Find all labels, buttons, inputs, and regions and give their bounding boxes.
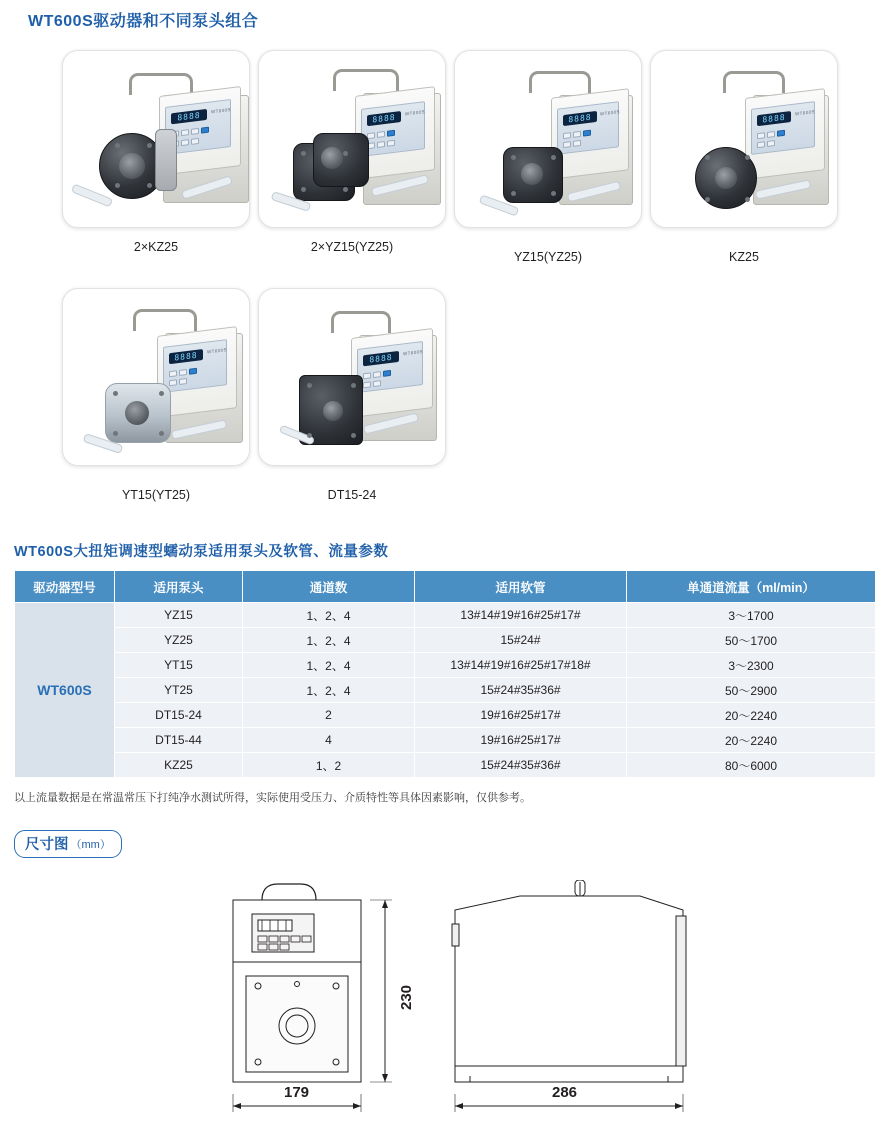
panel-button[interactable]	[767, 140, 775, 147]
th-channels: 通道数	[243, 571, 415, 603]
screw	[307, 383, 312, 388]
panel-button[interactable]	[563, 141, 571, 148]
panel-button[interactable]	[767, 131, 775, 138]
panel-button[interactable]	[363, 381, 371, 388]
cell-tubing: 15#24#	[415, 628, 627, 653]
pump-illustration	[259, 51, 446, 228]
led-display: 8888	[367, 111, 401, 126]
button-row[interactable]	[363, 380, 381, 388]
dimension-svg	[0, 880, 890, 1130]
led-display: 8888	[169, 349, 203, 364]
card-caption: 2×KZ25	[133, 240, 179, 254]
cell-tubing: 15#24#35#36#	[415, 753, 627, 778]
panel-button[interactable]	[179, 369, 187, 376]
pump-head-cap	[715, 167, 737, 189]
panel-button[interactable]	[377, 141, 385, 148]
handle-icon	[331, 311, 391, 333]
product-card-row-1	[62, 50, 838, 264]
screw	[301, 151, 306, 156]
control-panel	[357, 341, 423, 393]
screw	[307, 433, 312, 438]
product-card	[258, 50, 446, 264]
cell-flow: 50～1700	[627, 628, 876, 653]
cell-channels: 1、2、4	[243, 678, 415, 703]
screw	[343, 187, 348, 192]
brand-label: WT600S	[795, 109, 815, 117]
panel-button[interactable]	[169, 379, 177, 386]
cell-model: WT600S	[15, 603, 115, 778]
pump-illustration	[259, 289, 446, 466]
brand-label: WT600S	[600, 109, 620, 117]
cell-tubing: 13#14#19#16#25#17#	[415, 603, 627, 628]
pump-illustration	[63, 51, 250, 228]
screw	[511, 155, 516, 160]
cell-tubing: 13#14#19#16#25#17#18#	[415, 653, 627, 678]
product-card	[454, 50, 642, 264]
pump-head-plate	[155, 129, 177, 191]
cell-pump-head: YT15	[115, 653, 243, 678]
button-row[interactable]	[757, 130, 785, 139]
control-panel	[557, 101, 619, 155]
panel-button-active[interactable]	[201, 127, 209, 134]
cell-tubing: 19#16#25#17#	[415, 728, 627, 753]
table-row	[15, 703, 876, 728]
pump-head-cap	[125, 401, 149, 425]
screw	[343, 151, 348, 156]
dimension-unit: （mm）	[70, 838, 111, 851]
product-image-yt15	[62, 288, 250, 466]
cell-pump-head: YZ25	[115, 628, 243, 653]
panel-button[interactable]	[179, 378, 187, 385]
cell-channels: 1、2、4	[243, 628, 415, 653]
cell-flow: 50～2900	[627, 678, 876, 703]
product-card	[62, 50, 250, 264]
screw	[551, 155, 556, 160]
control-panel	[361, 101, 425, 157]
panel-button-active[interactable]	[583, 130, 591, 137]
panel-button[interactable]	[757, 132, 765, 139]
product-card-row-2	[62, 288, 446, 502]
cell-flow: 20～2240	[627, 703, 876, 728]
cell-channels: 2	[243, 703, 415, 728]
screw	[113, 431, 118, 436]
card-caption: 2×YZ15(YZ25)	[310, 240, 394, 254]
product-card	[258, 288, 446, 502]
page-title: WT600S驱动器和不同泵头组合	[28, 13, 259, 30]
button-row[interactable]	[757, 140, 775, 148]
button-row[interactable]	[563, 140, 581, 148]
cell-channels: 1、2	[243, 753, 415, 778]
screw	[705, 197, 710, 202]
screw	[301, 187, 306, 192]
table-row	[15, 603, 876, 628]
led-display: 8888	[563, 111, 597, 126]
card-caption: DT15-24	[327, 488, 377, 502]
panel-button[interactable]	[757, 141, 765, 148]
dim-side-length: 286	[552, 1084, 578, 1101]
screw	[159, 431, 164, 436]
table-footnote: 以上流量数据是在常温常压下打纯净水测试所得，实际使用受压力、介质特性等具体因素影响，仅供参考。	[14, 792, 531, 804]
product-image-kz25	[650, 50, 838, 228]
cell-flow: 3～2300	[627, 653, 876, 678]
cell-pump-head: KZ25	[115, 753, 243, 778]
cell-pump-head: DT15-24	[115, 703, 243, 728]
screw	[705, 155, 710, 160]
table-title: WT600S大扭矩调速型蠕动泵适用泵头及软管、流量参数	[14, 544, 389, 560]
dim-front-width: 179	[284, 1084, 310, 1101]
screw	[511, 191, 516, 196]
pump-head-cap	[521, 163, 543, 185]
screw	[115, 143, 120, 148]
card-caption: KZ25	[729, 250, 759, 264]
parameter-table	[14, 570, 876, 778]
product-image-2xyz15	[258, 50, 446, 228]
button-row[interactable]	[363, 370, 391, 379]
cell-channels: 1、2、4	[243, 603, 415, 628]
panel-button-active[interactable]	[383, 370, 391, 377]
cell-pump-head: YT25	[115, 678, 243, 703]
product-image-2xkz25	[62, 50, 250, 228]
panel-button[interactable]	[573, 140, 581, 147]
button-row[interactable]	[367, 130, 395, 139]
cell-flow: 80～6000	[627, 753, 876, 778]
table-row	[15, 728, 876, 753]
pump-head-cap	[119, 153, 145, 179]
pump-head-cap	[323, 401, 343, 421]
screw	[159, 391, 164, 396]
led-display: 8888	[171, 109, 207, 124]
screw	[351, 433, 356, 438]
panel-button[interactable]	[191, 138, 199, 145]
panel-button[interactable]	[373, 371, 381, 378]
control-panel	[163, 339, 227, 393]
panel-button[interactable]	[169, 370, 177, 377]
screw	[745, 197, 750, 202]
panel-button[interactable]	[363, 372, 371, 379]
product-image-dt15-24	[258, 288, 446, 466]
screw	[115, 183, 120, 188]
cell-flow: 20～2240	[627, 728, 876, 753]
th-flow: 单通道流量（ml/min）	[627, 571, 876, 603]
pump-illustration	[455, 51, 642, 228]
panel-button-active[interactable]	[387, 130, 395, 137]
panel-button[interactable]	[387, 140, 395, 147]
pump-illustration	[651, 51, 838, 228]
handle-icon	[129, 73, 193, 95]
product-card	[650, 50, 838, 264]
card-caption: YT15(YT25)	[121, 488, 191, 502]
handle-icon	[333, 69, 399, 91]
button-row[interactable]	[563, 130, 591, 139]
cell-pump-head: YZ15	[115, 603, 243, 628]
product-card	[62, 288, 250, 502]
dim-height: 230	[398, 984, 415, 1010]
button-row[interactable]	[367, 140, 395, 149]
th-model: 驱动器型号	[15, 571, 115, 603]
dimension-drawings	[0, 880, 890, 1130]
dimension-title: 尺寸图	[25, 837, 69, 853]
panel-button[interactable]	[573, 131, 581, 138]
table-row	[15, 678, 876, 703]
cell-channels: 4	[243, 728, 415, 753]
table-header-row	[15, 571, 876, 603]
panel-button[interactable]	[181, 129, 189, 136]
product-image-yz15	[454, 50, 642, 228]
led-display: 8888	[757, 111, 791, 126]
panel-button[interactable]	[181, 139, 189, 146]
button-row[interactable]	[169, 368, 197, 377]
panel-button[interactable]	[377, 131, 385, 138]
pump-illustration	[63, 289, 250, 466]
th-tubing: 适用软管	[415, 571, 627, 603]
dimension-section-header	[14, 830, 122, 858]
screw	[551, 191, 556, 196]
screw	[745, 155, 750, 160]
handle-icon	[723, 71, 785, 93]
screw	[351, 383, 356, 388]
panel-button[interactable]	[563, 132, 571, 139]
table-row	[15, 653, 876, 678]
brand-label: WT600S	[403, 348, 423, 357]
cell-flow: 3～1700	[627, 603, 876, 628]
handle-icon	[529, 71, 591, 93]
brand-label: WT600S	[207, 347, 227, 355]
panel-button-active[interactable]	[777, 130, 785, 137]
th-pump-head: 适用泵头	[115, 571, 243, 603]
table-row	[15, 753, 876, 778]
panel-button-active[interactable]	[189, 368, 197, 375]
control-panel	[751, 101, 815, 155]
table-row	[15, 628, 876, 653]
panel-button[interactable]	[191, 128, 199, 135]
panel-button[interactable]	[373, 380, 381, 387]
button-row[interactable]	[169, 378, 187, 386]
brand-label: WT600S	[211, 106, 231, 115]
cell-channels: 1、2、4	[243, 653, 415, 678]
card-caption: YZ15(YZ25)	[513, 250, 583, 264]
screw	[113, 391, 118, 396]
brand-label: WT600S	[405, 109, 425, 117]
cell-tubing: 15#24#35#36#	[415, 678, 627, 703]
led-display: 8888	[363, 351, 399, 366]
pump-head-cap	[321, 147, 343, 169]
screw	[147, 183, 152, 188]
screw	[147, 143, 152, 148]
handle-icon	[133, 309, 197, 331]
cell-pump-head: DT15-44	[115, 728, 243, 753]
cell-tubing: 19#16#25#17#	[415, 703, 627, 728]
